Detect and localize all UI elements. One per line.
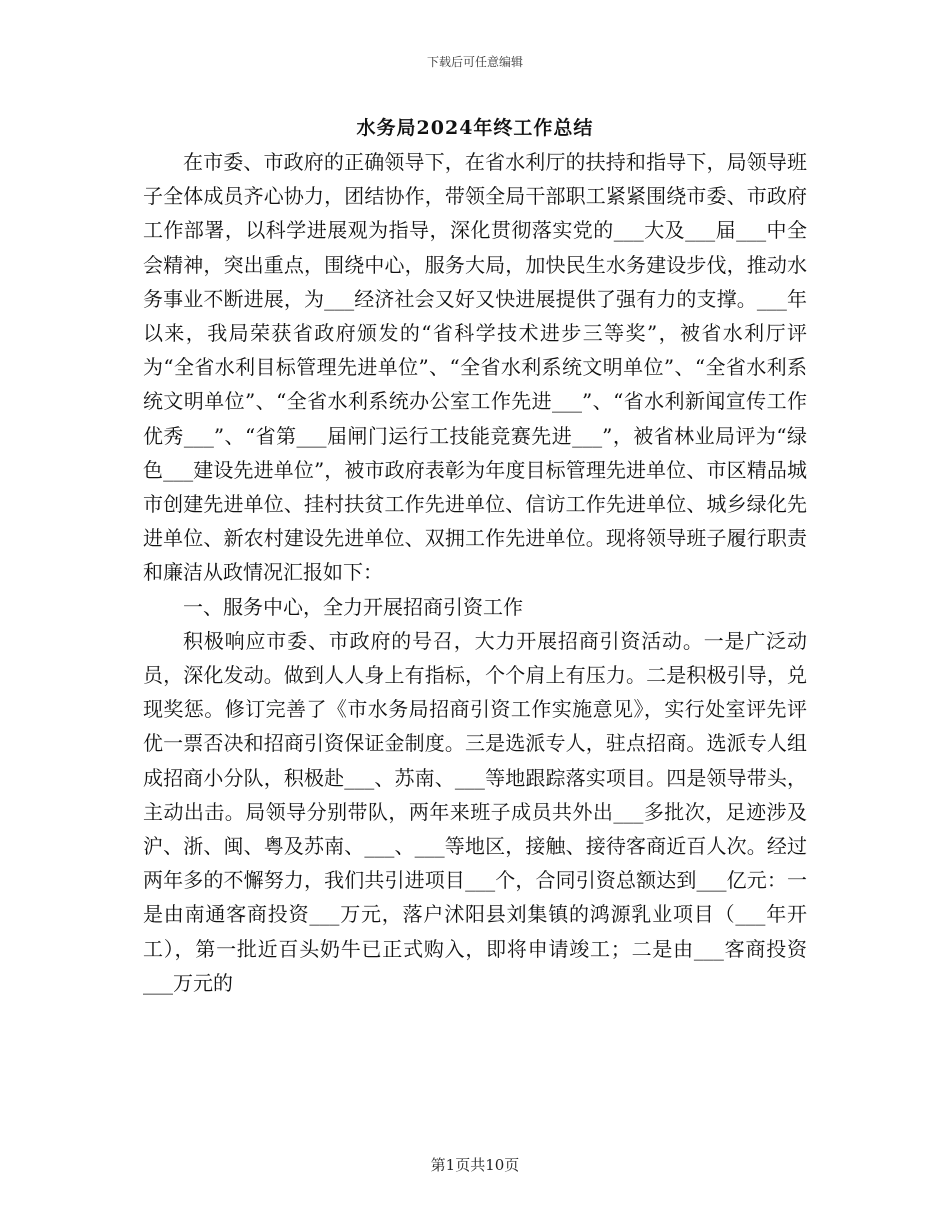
page-header-note: 下载后可任意编辑 bbox=[426, 55, 523, 69]
document-body bbox=[143, 145, 807, 1000]
document-title: 水务局2024年终工作总结 bbox=[356, 117, 594, 139]
page-number: 第1页共10页 bbox=[430, 1156, 520, 1174]
section-heading-1: 一、服务中心，全力开展招商引资工作 bbox=[183, 594, 523, 619]
paragraph-intro: 在市委、市政府的正确领导下，在省水利厅的扶持和指导下，局领导班子全体成员齐心协力，团结协作，带领全局干部职工紧紧围绕市委、市政府工作部署，以科学进展观为指导，深化贯彻落实党的___大及___届___中全会精神，突出重点，围绕中心，服务大局，加快民生水务建设步伐，推动水务事业不断进展，为___经济社会又好又快进展提供了强有力的支撑。___年以来，我局荣获省政府颁发的“省科学技术进步三等奖”，被省水利厅评为“全省水利目标管理先进单位”、“全省水利系统文明单位”、“全省水利系统文明单位”、“全省水利系统办公室工作先进___”、“省水利新闻宣传工作优秀___”、“省第___届闸门运行工技能竞赛先进___”，被省林业局评为“绿色___建设先进单位”，被市政府表彰为年度目标管理先进单位、市区精品城市创建先进单位、挂村扶贫工作先进单位、信访工作先进单位、城乡绿化先进单位、新农村建设先进单位、双拥工作先进单位。现将领导班子履行职责和廉洁从政情况汇报如下： bbox=[143, 150, 807, 585]
paragraph-investment: 积极响应市委、市政府的号召，大力开展招商引资活动。一是广泛动员，深化发动。做到人人身上有指标，个个肩上有压力。二是积极引导，兑现奖惩。修订完善了《市水务局招商引资工作实施意见》，实行处室评先评优一票否决和招商引资保证金制度。三是选派专人，驻点招商。选派专人组成招商小分队，积极赴___、苏南、___等地跟踪落实项目。四是领导带头，主动出击。局领导分别带队，两年来班子成员共外出___多批次，足迹涉及沪、浙、闽、粤及苏南、___、___等地区，接触、接待客商近百人次。经过两年多的不懈努力，我们共引进项目___个，合同引资总额达到___亿元：一是由南通客商投资___万元，落户沭阳县刘集镇的鸿源乳业项目（___年开工），第一批近百头奶牛已正式购入，即将申请竣工；二是由___客商投资___万元的 bbox=[143, 628, 807, 995]
